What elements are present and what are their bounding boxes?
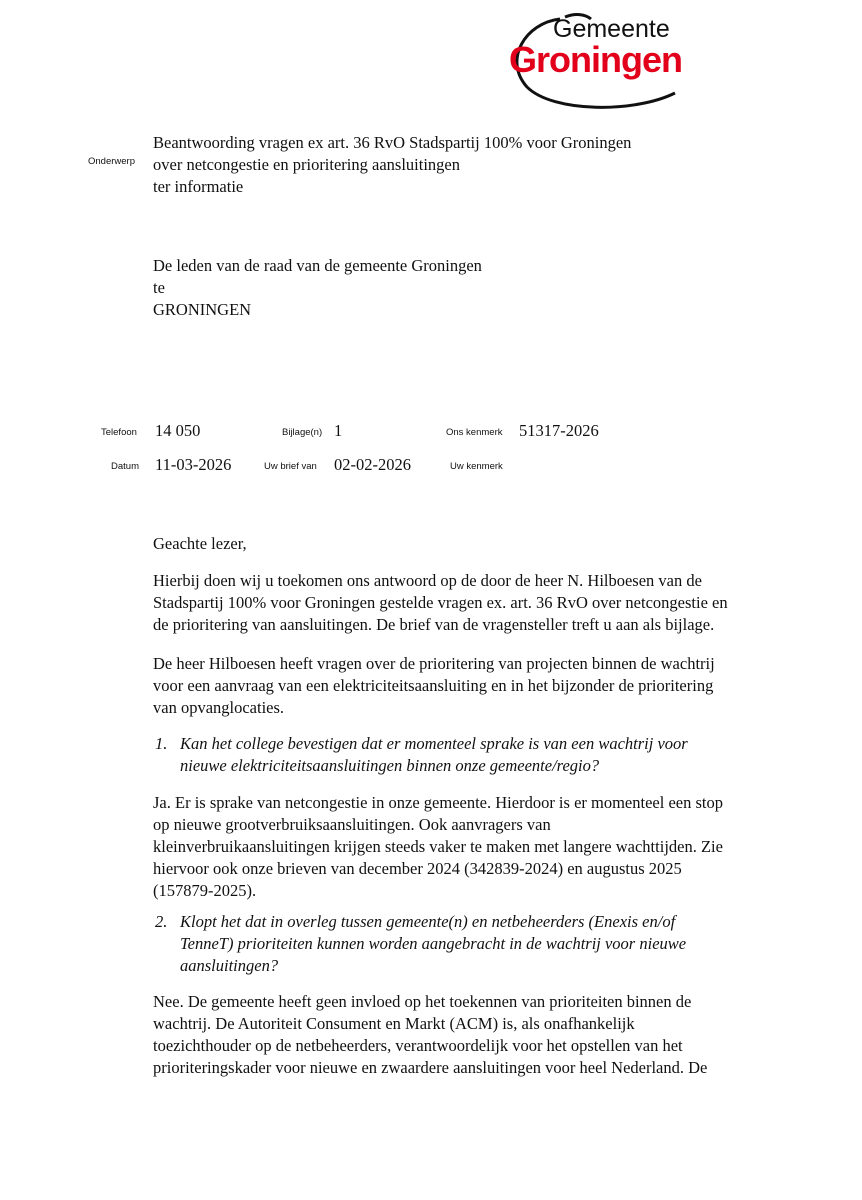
uw-brief-value: 02-02-2026	[334, 455, 411, 474]
question-line: Kan het college bevestigen dat er momenteel sprake is van een wachtrij voor	[180, 734, 688, 753]
datum-value: 11-03-2026	[155, 455, 232, 474]
question-2	[180, 911, 686, 977]
telefoon-value: 14 050	[155, 421, 201, 440]
paragraph-line: voor een aanvraag van een elektriciteitsaansluiting en in het bijzonder de prioritering	[153, 676, 714, 695]
question-line: TenneT) prioriteiten kunnen worden aangebracht in de wachtrij voor nieuwe	[180, 934, 687, 953]
answer-line: (157879-2025).	[153, 881, 257, 900]
ons-kenmerk-value: 51317-2026	[519, 421, 599, 440]
bijlage-label: Bijlage(n)	[282, 427, 323, 438]
logo-line-groningen: Groningen	[509, 39, 682, 80]
question-1	[180, 733, 688, 777]
telefoon-label: Telefoon	[101, 427, 137, 438]
question-line: nieuwe elektriciteitsaansluitingen binnen onze gemeente/regio?	[180, 756, 600, 775]
addressee-block	[153, 255, 482, 321]
paragraph-intro	[153, 570, 728, 636]
paragraph-line: Hierbij doen wij u toekomen ons antwoord op de door de heer N. Hilboesen van de	[153, 571, 702, 590]
gemeente-groningen-logo	[505, 5, 700, 115]
subject-line: Beantwoording vragen ex art. 36 RvO Stadspartij 100% voor Groningen	[153, 133, 632, 152]
question-2-number: 2.	[155, 912, 168, 931]
answer-line: toezichthouder op de netbeheerders, verantwoordelijk voor het opstellen van het	[153, 1036, 683, 1055]
question-line: aansluitingen?	[180, 956, 279, 975]
paragraph-context	[153, 653, 715, 719]
paragraph-line: De heer Hilboesen heeft vragen over de prioritering van projecten binnen de wachtrij	[153, 654, 715, 673]
bijlage-value: 1	[334, 421, 343, 440]
answer-line: hiervoor ook onze brieven van december 2024 (342839-2024) en augustus 2025	[153, 859, 682, 878]
question-line: Klopt het dat in overleg tussen gemeente(n) en netbeheerders (Enexis en/of	[180, 912, 676, 931]
logo-line-gemeente: Gemeente	[553, 15, 670, 43]
answer-line: op nieuwe grootverbruiksaansluitingen. Ook aanvragers van	[153, 815, 551, 834]
paragraph-line: Stadspartij 100% voor Groningen gestelde vragen ex. art. 36 RvO over netcongestie en	[153, 593, 728, 612]
subject-line: ter informatie	[153, 177, 244, 196]
subject-line: over netcongestie en prioritering aansluitingen	[153, 155, 460, 174]
answer-1	[153, 792, 723, 902]
question-1-number: 1.	[155, 734, 168, 753]
paragraph-line: de prioritering van aansluitingen. De brief van de vragensteller treft u aan als bijlage.	[153, 615, 715, 634]
uw-brief-label: Uw brief van	[264, 461, 317, 472]
answer-line: wachtrij. De Autoriteit Consument en Markt (ACM) is, als onafhankelijk	[153, 1014, 635, 1033]
greeting: Geachte lezer,	[153, 534, 247, 553]
answer-2	[153, 991, 707, 1079]
uw-kenmerk-label: Uw kenmerk	[450, 461, 503, 472]
answer-line: Nee. De gemeente heeft geen invloed op het toekennen van prioriteiten binnen de	[153, 992, 692, 1011]
ons-kenmerk-label: Ons kenmerk	[446, 427, 503, 438]
addressee-line: te	[153, 278, 165, 297]
paragraph-line: van opvanglocaties.	[153, 698, 285, 717]
addressee-line: GRONINGEN	[153, 300, 252, 319]
datum-label: Datum	[111, 461, 139, 472]
addressee-line: De leden van de raad van de gemeente Groningen	[153, 256, 482, 275]
answer-line: Ja. Er is sprake van netcongestie in onze gemeente. Hierdoor is er momenteel een stop	[153, 793, 723, 812]
answer-line: kleinverbruikaansluitingen krijgen steeds vaker te maken met langere wachttijden. Zie	[153, 837, 723, 856]
subject-block	[153, 132, 631, 198]
answer-line: prioriteringskader voor nieuwe en zwaardere aansluitingen voor heel Nederland. De	[153, 1058, 708, 1077]
subject-label: Onderwerp	[88, 156, 135, 167]
